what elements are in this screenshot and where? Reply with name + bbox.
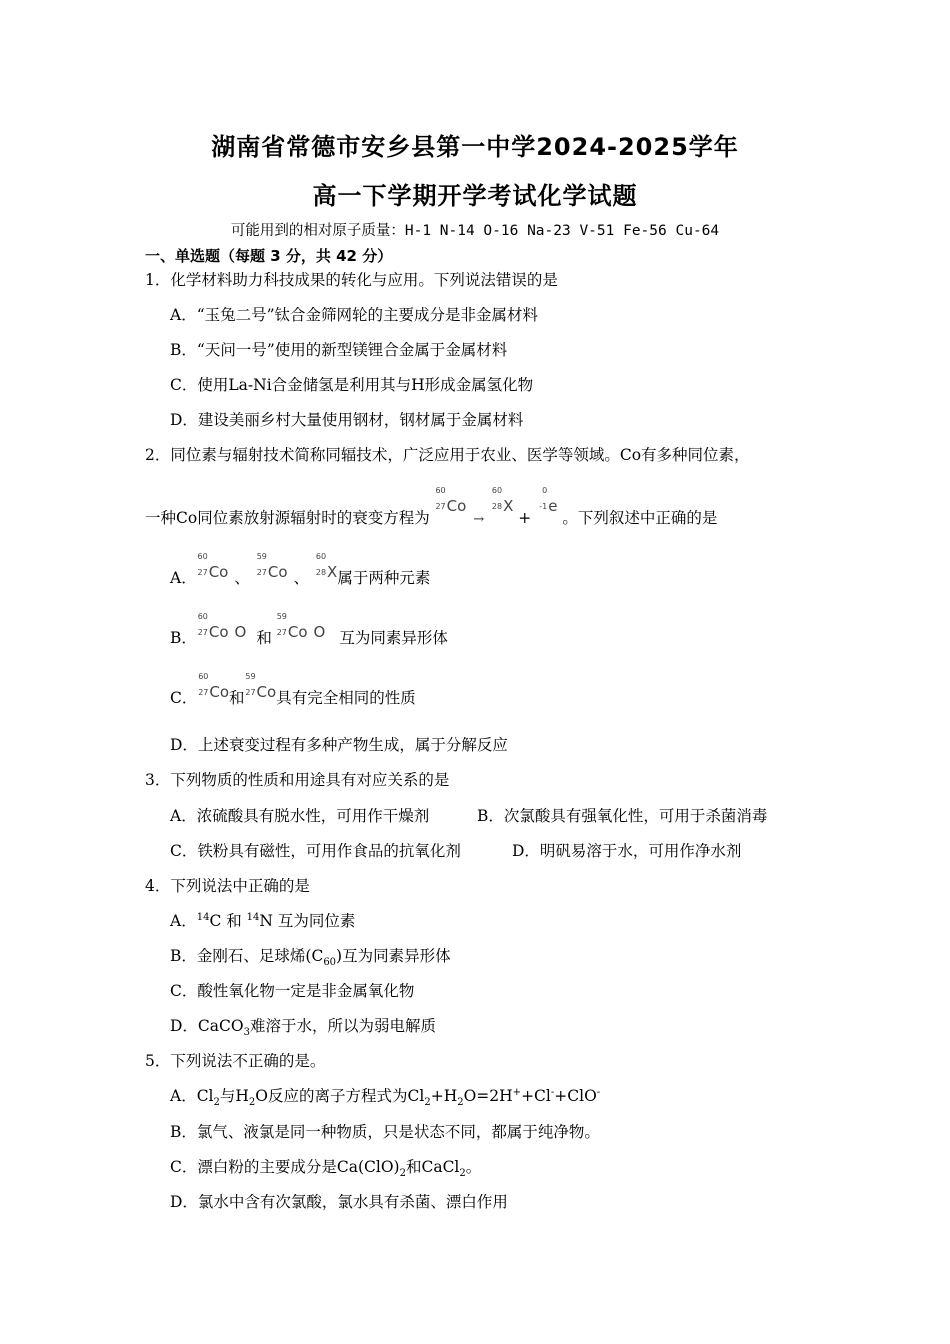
nuclide-x60: 60 28 X <box>491 486 514 515</box>
section-heading: 一、单选题（每题 3 分，共 42 分） <box>145 247 393 265</box>
nuclide-electron: 0 -1 e <box>539 486 558 515</box>
nuclide-co60: 60 27 Co <box>435 486 467 515</box>
question-2-stem-text-b: 。下列叙述中正确的是 <box>562 509 718 527</box>
question-5-option-b: B．氯气、液氯是同一种物质，只是状态不同，都属于纯净物。 <box>170 1123 600 1141</box>
question-1-option-a: A．“玉兔二号”钛合金筛网轮的主要成分是非金属材料 <box>170 306 539 324</box>
atomic-masses: 可能用到的相对原子质量：H-1 N-14 O-16 Na-23 V-51 Fe-56 Cu-64 <box>230 223 720 239</box>
question-3-option-c: C．铁粉具有磁性，可用作食品的抗氧化剂 <box>170 842 461 860</box>
question-5-option-c: C．漂白粉的主要成分是$Ca(ClO)_2$和CaCl$_2$。 <box>170 1158 482 1180</box>
nuclide-co60: 60 27 Co <box>198 672 230 701</box>
nuclide-co60: 60 27 Co <box>197 552 229 581</box>
question-4-option-c: C．酸性氧化物一定是非金属氧化物 <box>170 982 415 1000</box>
nuclide-co59: 59 27 Co <box>245 672 277 701</box>
nuclide-co59: 59 27 Co <box>256 552 288 581</box>
plus-sign: + <box>518 509 532 527</box>
nuclide-co60-oxide: 60 27 Co O <box>197 612 247 641</box>
nuclide-x60: 60 28 X <box>315 552 338 581</box>
question-2-option-c: C． 60 27 Co和 59 27 Co具有完全相同的性质 <box>170 672 416 707</box>
question-3-stem: 3．下列物质的性质和用途具有对应关系的是 <box>145 771 450 789</box>
reaction-arrow: → <box>473 512 485 527</box>
question-3-option-d: D．明矾易溶于水，可用作净水剂 <box>512 842 742 860</box>
question-2-option-d: D．上述衰变过程有多种产物生成，属于分解反应 <box>170 736 508 754</box>
question-2-option-a: A． 60 27 Co 、 59 27 Co 、 60 28 X属于两种元素 <box>170 552 431 587</box>
question-3-option-a: A．浓硫酸具有脱水性，可用作干燥剂 <box>170 807 430 825</box>
question-5-stem: 5．下列说法不正确的是。 <box>145 1052 326 1070</box>
question-1-option-c: C．使用La-Ni合金储氢是利用其与H形成金属氢化物 <box>170 376 534 394</box>
question-1-stem: 1．化学材料助力科技成果的转化与应用。下列说法错误的是 <box>145 271 558 289</box>
nuclide-co59-oxide: 59 27 Co O <box>276 612 326 641</box>
exam-title-line1: 湖南省常德市安乡县第一中学2024-2025学年 <box>211 133 739 161</box>
question-4-option-a: A．$^{14}$C 和 $^{14}$N 互为同位素 <box>170 911 356 930</box>
question-4-option-d: D．CaCO$_3$难溶于水，所以为弱电解质 <box>170 1017 436 1039</box>
question-4-option-b: B．金刚石、足球烯$(C_{60})$互为同素异形体 <box>170 947 451 969</box>
question-2-stem-text-a: 一种Co同位素放射源辐射时的衰变方程为 <box>145 509 430 527</box>
question-1-option-d: D．建设美丽乡村大量使用钢材，钢材属于金属材料 <box>170 411 524 429</box>
exam-title-line2: 高一下学期开学考试化学试题 <box>312 182 638 210</box>
question-5-option-d: D．氯水中含有次氯酸，氯水具有杀菌、漂白作用 <box>170 1193 508 1211</box>
question-3-option-b: B．次氯酸具有强氧化性，可用于杀菌消毒 <box>477 807 768 825</box>
question-2-stem-line1: 2．同位素与辐射技术简称同辐技术，广泛应用于农业、医学等领域。Co有多种同位素， <box>145 446 750 464</box>
question-2-option-b: B． 60 27 Co O 和 59 27 Co O 互为同素异形体 <box>170 612 448 647</box>
question-4-stem: 4．下列说法中正确的是 <box>145 877 310 895</box>
question-2-stem-line2 <box>145 486 718 528</box>
question-5-option-a: A．$Cl_2$与$H_2O$反应的离子方程式为$Cl_2+H_2O=2H^++Cl^-+ClO^-$ <box>170 1086 601 1109</box>
question-1-option-b: B．“天问一号”使用的新型镁锂合金属于金属材料 <box>170 341 508 359</box>
